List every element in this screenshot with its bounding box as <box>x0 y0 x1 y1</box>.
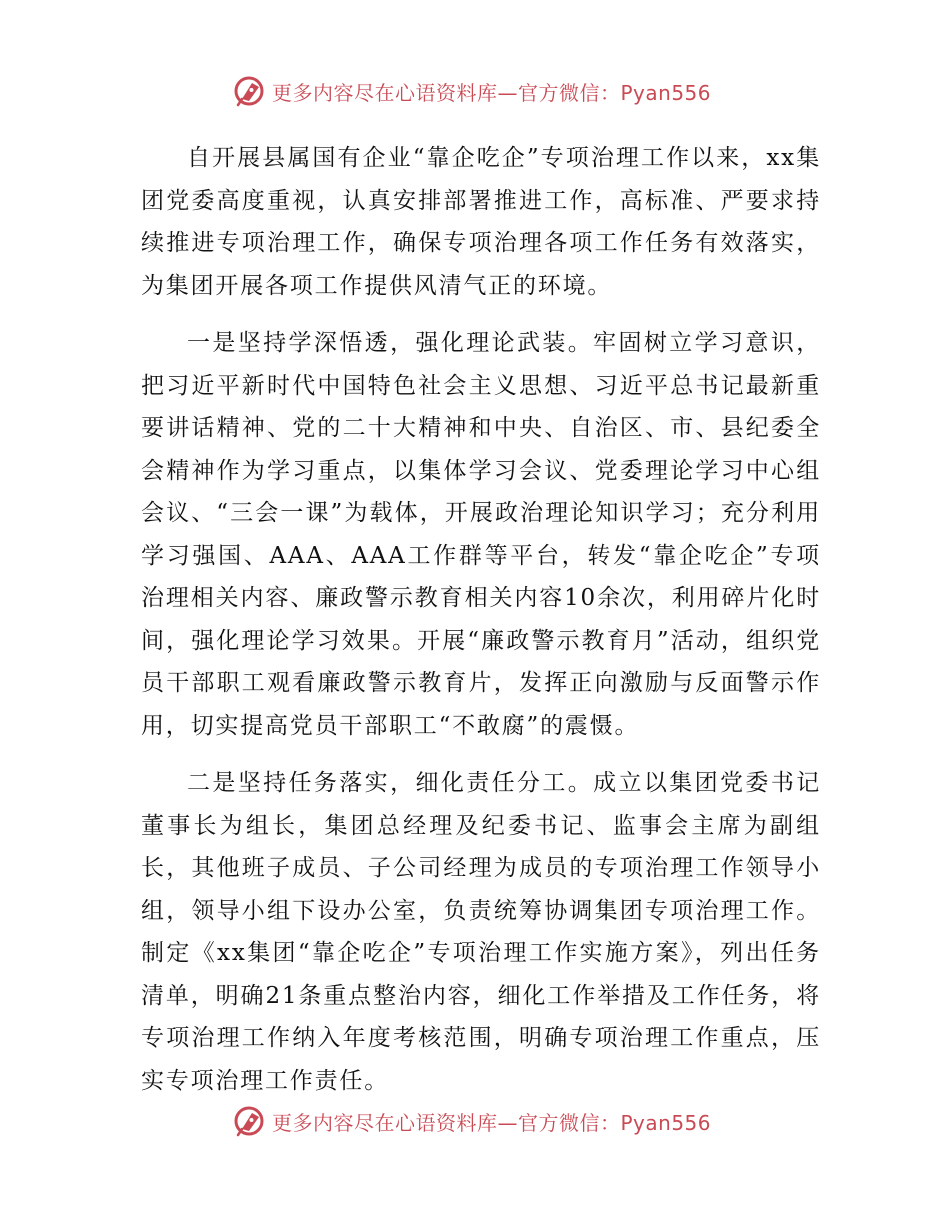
header-watermark <box>232 71 711 111</box>
pen-nib-circle-icon <box>232 1104 266 1138</box>
document-body <box>141 137 821 1117</box>
paragraph-tasks: 二是坚持任务落实，细化责任分工。成立以集团党委书记董事长为组长，集团总经理及纪委书记、监事会主席为副组长，其他班子成员、子公司经理为成员的专项治理工作领导小组，领导小组下设办公室，负责统筹协调集团专项治理工作。制定《xx集团“靠企吃企”专项治理工作实施方案》，列出任务清单，明确21条重点整治内容，细化工作举措及工作任务，将专项治理工作纳入年度考核范围，明确专项治理工作重点，压实专项治理工作责任。 <box>141 770 821 1094</box>
watermark-text: 更多内容尽在心语资料库—官方微信：Pyan556 <box>272 80 712 105</box>
paragraph-intro: 自开展县属国有企业“靠企吃企”专项治理工作以来，xx集团党委高度重视，认真安排部署推进工作，高标准、严要求持续推进专项治理工作，确保专项治理各项工作任务有效落实，为集团开展各项工作提供风清气正的环境。 <box>141 145 821 299</box>
paragraph-study: 一是坚持学深悟透，强化理论武装。牢固树立学习意识，把习近平新时代中国特色社会主义思想、习近平总书记最新重要讲话精神、党的二十大精神和中央、自治区、市、县纪委全会精神作为学习重点，以集体学习会议、党委理论学习中心组会议、“三会一课”为载体，开展政治理论知识学习；充分利用学习强国、AAA、AAA工作群等平台，转发“靠企吃企”专项治理相关内容、廉政警示教育相关内容10余次，利用碎片化时间，强化理论学习效果。开展“廉政警示教育月”活动，组织党员干部职工观看廉政警示教育片，发挥正向激励与反面警示作用，切实提高党员干部职工“不敢腐”的震慑。 <box>141 330 821 739</box>
watermark-text: 更多内容尽在心语资料库—官方微信：Pyan556 <box>272 1110 712 1135</box>
footer-watermark <box>232 1101 711 1141</box>
pen-nib-circle-icon <box>232 74 266 108</box>
